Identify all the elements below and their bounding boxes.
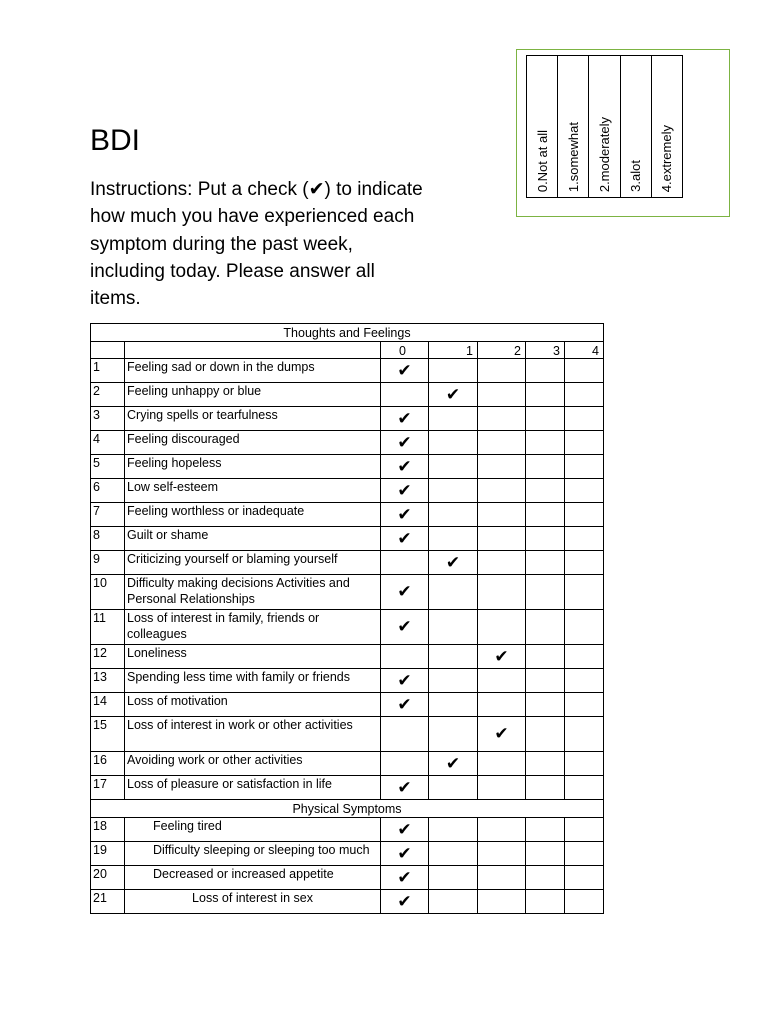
- score-cell-2[interactable]: [478, 752, 526, 776]
- score-cell-0[interactable]: [381, 669, 429, 693]
- score-cell-1[interactable]: [429, 610, 478, 645]
- score-cell-2[interactable]: [478, 866, 526, 890]
- bdi-table: [90, 323, 604, 914]
- score-cell-3[interactable]: [526, 359, 565, 383]
- table-row: [91, 890, 604, 914]
- score-cell-1[interactable]: [429, 551, 478, 575]
- score-cell-2[interactable]: [478, 503, 526, 527]
- table-row: [91, 610, 604, 645]
- score-cell-0[interactable]: [381, 359, 429, 383]
- score-cell-1[interactable]: [429, 407, 478, 431]
- legend-label-1: 1.somewhat: [565, 121, 581, 192]
- score-cell-3[interactable]: [526, 890, 565, 914]
- score-cell-1[interactable]: [429, 669, 478, 693]
- item-text: Loss of pleasure or satisfaction in life: [125, 776, 381, 800]
- score-cell-1[interactable]: [429, 359, 478, 383]
- check-mark-icon: ✔: [397, 480, 412, 500]
- table-row: [91, 717, 604, 752]
- score-cell-2[interactable]: [478, 383, 526, 407]
- score-cell-4[interactable]: [565, 752, 604, 776]
- legend-cell: [558, 56, 589, 198]
- score-cell-4[interactable]: [565, 527, 604, 551]
- score-cell-4[interactable]: [565, 645, 604, 669]
- item-number: 13: [91, 669, 125, 693]
- item-number: 11: [91, 610, 125, 645]
- score-cell-1[interactable]: [429, 527, 478, 551]
- empty-header-cell: [125, 342, 381, 359]
- score-cell-4[interactable]: [565, 551, 604, 575]
- score-cell-0[interactable]: [381, 455, 429, 479]
- table-row: [91, 407, 604, 431]
- legend-label-0: 0.Not at all: [534, 129, 550, 192]
- score-cell-1[interactable]: [429, 383, 478, 407]
- score-cell-0[interactable]: [381, 383, 429, 407]
- check-mark-icon: ✔: [397, 408, 412, 428]
- score-cell-4[interactable]: [565, 693, 604, 717]
- item-text: Loss of interest in work or other activities: [125, 717, 381, 752]
- legend-label-4: 4.extremely: [659, 124, 675, 192]
- item-number: 18: [91, 818, 125, 842]
- check-mark-icon: ✔: [397, 777, 412, 797]
- score-cell-3[interactable]: [526, 431, 565, 455]
- check-mark-icon: ✔: [397, 528, 412, 548]
- item-number: 21: [91, 890, 125, 914]
- score-header-3: 3: [526, 342, 565, 359]
- score-cell-3[interactable]: [526, 479, 565, 503]
- score-cell-0[interactable]: [381, 752, 429, 776]
- score-header-0: 0: [381, 342, 429, 359]
- table-row: [91, 551, 604, 575]
- score-cell-3[interactable]: [526, 527, 565, 551]
- legend-cell: [589, 56, 620, 198]
- score-cell-1[interactable]: [429, 479, 478, 503]
- item-text: Spending less time with family or friends: [125, 669, 381, 693]
- score-cell-1[interactable]: [429, 693, 478, 717]
- score-cell-4[interactable]: [565, 669, 604, 693]
- item-text: Low self-esteem: [125, 479, 381, 503]
- score-cell-0[interactable]: [381, 407, 429, 431]
- check-mark-icon: ✔: [397, 694, 412, 714]
- score-cell-3[interactable]: [526, 407, 565, 431]
- item-number: 2: [91, 383, 125, 407]
- score-cell-0[interactable]: [381, 645, 429, 669]
- item-number: 15: [91, 717, 125, 752]
- score-cell-3[interactable]: [526, 752, 565, 776]
- item-text: Feeling tired: [125, 818, 381, 842]
- legend-table: [526, 55, 683, 198]
- score-cell-2[interactable]: [478, 479, 526, 503]
- score-cell-3[interactable]: [526, 717, 565, 752]
- section-heading: Thoughts and Feelings: [91, 324, 604, 342]
- item-text: Difficulty making decisions Activities and Personal Relationships: [125, 575, 381, 610]
- score-cell-0[interactable]: [381, 866, 429, 890]
- check-mark-icon: ✔: [494, 724, 509, 743]
- check-mark-icon: ✔: [397, 843, 412, 863]
- score-cell-1[interactable]: [429, 575, 478, 610]
- legend-label-2: 2.moderately: [596, 116, 612, 192]
- score-cell-0[interactable]: [381, 610, 429, 645]
- empty-header-cell: [91, 342, 125, 359]
- table-row: [91, 842, 604, 866]
- score-cell-4[interactable]: [565, 359, 604, 383]
- item-number: 6: [91, 479, 125, 503]
- table-row: [91, 645, 604, 669]
- table-row: [91, 527, 604, 551]
- instructions-text: Instructions: Put a check (✔) to indicate how much you have experienced each symptom during the past week, including today. Please answer all items.: [90, 179, 423, 310]
- score-cell-1[interactable]: [429, 842, 478, 866]
- score-cell-4[interactable]: [565, 776, 604, 800]
- score-cell-2[interactable]: [478, 693, 526, 717]
- item-number: 4: [91, 431, 125, 455]
- check-mark-icon: ✔: [445, 753, 461, 773]
- page-title: BDI: [90, 124, 141, 157]
- item-number: 3: [91, 407, 125, 431]
- legend-label-3: 3.alot: [628, 160, 644, 192]
- item-text: Difficulty sleeping or sleeping too much: [125, 842, 381, 866]
- score-cell-4[interactable]: [565, 383, 604, 407]
- table-row: [91, 866, 604, 890]
- section-heading-row: [91, 324, 604, 342]
- score-cell-4[interactable]: [565, 890, 604, 914]
- score-cell-4[interactable]: [565, 842, 604, 866]
- score-cell-3[interactable]: [526, 455, 565, 479]
- check-mark-icon: ✔: [397, 456, 412, 476]
- score-cell-0[interactable]: [381, 776, 429, 800]
- score-cell-4[interactable]: [565, 610, 604, 645]
- item-text: Feeling hopeless: [125, 455, 381, 479]
- score-cell-2[interactable]: [478, 455, 526, 479]
- score-cell-3[interactable]: [526, 866, 565, 890]
- score-cell-1[interactable]: [429, 890, 478, 914]
- score-cell-0[interactable]: [381, 842, 429, 866]
- score-cell-1[interactable]: [429, 645, 478, 669]
- table-row: [91, 776, 604, 800]
- score-cell-4[interactable]: [565, 503, 604, 527]
- score-cell-3[interactable]: [526, 575, 565, 610]
- score-cell-3[interactable]: [526, 383, 565, 407]
- score-cell-4[interactable]: [565, 431, 604, 455]
- item-text: Avoiding work or other activities: [125, 752, 381, 776]
- check-mark-icon: ✔: [397, 432, 412, 452]
- score-cell-0[interactable]: [381, 503, 429, 527]
- score-cell-4[interactable]: [565, 818, 604, 842]
- score-cell-0[interactable]: [381, 479, 429, 503]
- table-row: [91, 359, 604, 383]
- score-cell-1[interactable]: [429, 776, 478, 800]
- item-number: 9: [91, 551, 125, 575]
- item-number: 20: [91, 866, 125, 890]
- score-cell-0[interactable]: [381, 431, 429, 455]
- table-row: [91, 575, 604, 610]
- table-row: [91, 455, 604, 479]
- score-cell-1[interactable]: [429, 866, 478, 890]
- score-cell-0[interactable]: [381, 717, 429, 752]
- score-cell-4[interactable]: [565, 479, 604, 503]
- score-cell-4[interactable]: [565, 455, 604, 479]
- score-cell-3[interactable]: [526, 645, 565, 669]
- score-cell-0[interactable]: [381, 693, 429, 717]
- item-number: 19: [91, 842, 125, 866]
- item-text: Guilt or shame: [125, 527, 381, 551]
- score-cell-2[interactable]: [478, 407, 526, 431]
- item-text: Loss of interest in family, friends or colleagues: [125, 610, 381, 645]
- score-header-row: [91, 342, 604, 359]
- score-cell-3[interactable]: [526, 842, 565, 866]
- item-text: Loss of interest in sex: [125, 890, 381, 914]
- check-mark-icon: ✔: [397, 670, 412, 690]
- score-cell-3[interactable]: [526, 669, 565, 693]
- check-mark-icon: ✔: [397, 867, 412, 887]
- item-number: 1: [91, 359, 125, 383]
- table-row: [91, 818, 604, 842]
- legend-cell: [620, 56, 651, 198]
- score-cell-2[interactable]: [478, 431, 526, 455]
- legend-cell: [651, 56, 682, 198]
- score-cell-4[interactable]: [565, 407, 604, 431]
- table-row: [91, 479, 604, 503]
- check-mark-icon: ✔: [397, 504, 412, 524]
- score-cell-3[interactable]: [526, 693, 565, 717]
- table-row: [91, 752, 604, 776]
- score-cell-4[interactable]: [565, 717, 604, 752]
- item-number: 8: [91, 527, 125, 551]
- score-cell-2[interactable]: [478, 610, 526, 645]
- score-cell-2[interactable]: [478, 575, 526, 610]
- item-number: 5: [91, 455, 125, 479]
- score-cell-3[interactable]: [526, 776, 565, 800]
- score-cell-1[interactable]: [429, 717, 478, 752]
- score-cell-4[interactable]: [565, 866, 604, 890]
- check-mark-icon: ✔: [445, 552, 461, 572]
- item-number: 17: [91, 776, 125, 800]
- score-cell-2[interactable]: [478, 527, 526, 551]
- item-text: Loneliness: [125, 645, 381, 669]
- score-header-4: 4: [565, 342, 604, 359]
- score-header-1: 1: [429, 342, 478, 359]
- table-row: [91, 693, 604, 717]
- score-cell-2[interactable]: [478, 776, 526, 800]
- score-cell-0[interactable]: [381, 527, 429, 551]
- score-header-2: 2: [478, 342, 526, 359]
- item-number: 16: [91, 752, 125, 776]
- item-text: Decreased or increased appetite: [125, 866, 381, 890]
- score-cell-1[interactable]: [429, 431, 478, 455]
- check-mark-icon: ✔: [397, 360, 412, 380]
- item-text: Loss of motivation: [125, 693, 381, 717]
- check-mark-icon: ✔: [445, 384, 461, 404]
- score-cell-1[interactable]: [429, 455, 478, 479]
- score-cell-3[interactable]: [526, 503, 565, 527]
- check-mark-icon: ✔: [397, 617, 412, 636]
- item-number: 10: [91, 575, 125, 610]
- score-cell-0[interactable]: [381, 818, 429, 842]
- check-mark-icon: ✔: [397, 891, 412, 911]
- score-cell-2[interactable]: [478, 551, 526, 575]
- table-row: [91, 669, 604, 693]
- item-text: Crying spells or tearfulness: [125, 407, 381, 431]
- score-cell-3[interactable]: [526, 818, 565, 842]
- item-text: Criticizing yourself or blaming yourself: [125, 551, 381, 575]
- score-cell-0[interactable]: [381, 551, 429, 575]
- score-cell-2[interactable]: [478, 669, 526, 693]
- score-cell-2[interactable]: [478, 359, 526, 383]
- item-text: Feeling sad or down in the dumps: [125, 359, 381, 383]
- section-heading: Physical Symptoms: [91, 800, 604, 818]
- score-cell-1[interactable]: [429, 503, 478, 527]
- item-number: 7: [91, 503, 125, 527]
- item-text: Feeling worthless or inadequate: [125, 503, 381, 527]
- score-cell-2[interactable]: [478, 717, 526, 752]
- check-mark-icon: ✔: [397, 819, 412, 839]
- score-cell-0[interactable]: [381, 575, 429, 610]
- table-row: [91, 383, 604, 407]
- check-mark-icon: ✔: [494, 646, 509, 666]
- legend-cell: [527, 56, 558, 198]
- score-cell-4[interactable]: [565, 575, 604, 610]
- score-cell-2[interactable]: [478, 890, 526, 914]
- score-cell-2[interactable]: [478, 645, 526, 669]
- item-number: 14: [91, 693, 125, 717]
- score-cell-1[interactable]: [429, 818, 478, 842]
- item-text: Feeling unhappy or blue: [125, 383, 381, 407]
- score-cell-2[interactable]: [478, 842, 526, 866]
- check-mark-icon: ✔: [397, 582, 412, 601]
- score-cell-3[interactable]: [526, 551, 565, 575]
- table-row: [91, 431, 604, 455]
- score-cell-2[interactable]: [478, 818, 526, 842]
- item-number: 12: [91, 645, 125, 669]
- score-cell-3[interactable]: [526, 610, 565, 645]
- section-heading-row: [91, 800, 604, 818]
- score-cell-1[interactable]: [429, 752, 478, 776]
- score-legend: [516, 49, 730, 217]
- item-text: Feeling discouraged: [125, 431, 381, 455]
- table-row: [91, 503, 604, 527]
- score-cell-0[interactable]: [381, 890, 429, 914]
